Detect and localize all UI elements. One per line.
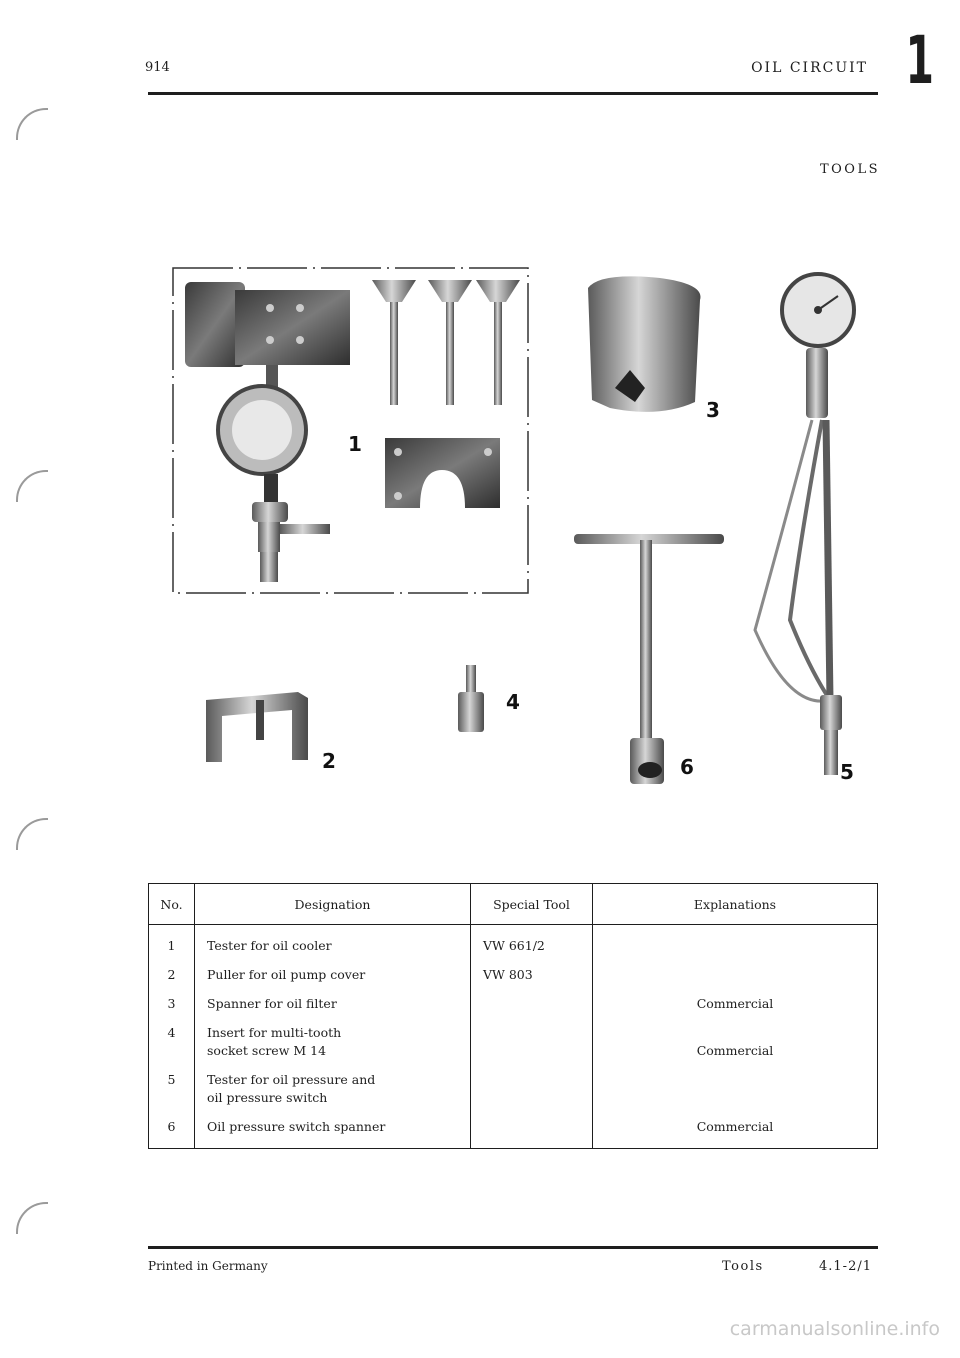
cell-special-tool: VW 661/2 bbox=[471, 925, 593, 957]
cell-no: 1 bbox=[149, 925, 195, 957]
watermark: carmanualsonline.info bbox=[729, 1318, 940, 1340]
header-no: No. bbox=[149, 884, 195, 925]
cell-designation: Tester for oil cooler bbox=[195, 925, 471, 957]
cell-special-tool bbox=[471, 1014, 593, 1061]
table-row bbox=[149, 1014, 878, 1061]
cell-designation: Oil pressure switch spanner bbox=[195, 1108, 471, 1149]
tools-photo bbox=[140, 240, 880, 800]
cell-designation: Spanner for oil filter bbox=[195, 985, 471, 1014]
callout-6: 6 bbox=[680, 755, 694, 779]
multi-tooth-insert bbox=[458, 665, 484, 732]
margin-mark bbox=[16, 470, 48, 502]
cell-explanation bbox=[593, 1061, 878, 1108]
cell-special-tool bbox=[471, 1061, 593, 1108]
cell-special-tool bbox=[471, 985, 593, 1014]
page-number: 4.1-2/1 bbox=[819, 1259, 872, 1274]
table-row bbox=[149, 956, 878, 985]
margin-mark bbox=[16, 818, 48, 850]
cell-designation: Insert for multi-tooth socket screw M 14 bbox=[195, 1014, 471, 1061]
table-row bbox=[149, 1108, 878, 1149]
callout-5: 5 bbox=[840, 760, 854, 784]
header-rule bbox=[148, 92, 878, 95]
chapter-number: 1 bbox=[905, 22, 934, 99]
cell-explanation bbox=[593, 925, 878, 957]
table-header-row bbox=[149, 884, 878, 925]
cell-no: 3 bbox=[149, 985, 195, 1014]
oil-pump-cover-puller bbox=[206, 692, 308, 762]
cell-no: 5 bbox=[149, 1061, 195, 1108]
cell-no: 2 bbox=[149, 956, 195, 985]
printed-in: Printed in Germany bbox=[148, 1259, 268, 1273]
cell-special-tool bbox=[471, 1108, 593, 1149]
table-row bbox=[149, 985, 878, 1014]
table-row bbox=[149, 925, 878, 957]
cell-designation: Puller for oil pump cover bbox=[195, 956, 471, 985]
oil-cooler-tester-kit bbox=[173, 268, 528, 593]
cell-explanation bbox=[593, 956, 878, 985]
header-special-tool: Special Tool bbox=[471, 884, 593, 925]
cell-no: 4 bbox=[149, 1014, 195, 1061]
callout-2: 2 bbox=[322, 749, 336, 773]
header-designation: Designation bbox=[195, 884, 471, 925]
cell-explanation: Commercial bbox=[593, 1014, 878, 1061]
cell-no: 6 bbox=[149, 1108, 195, 1149]
callout-4: 4 bbox=[506, 690, 520, 714]
table-row bbox=[149, 1061, 878, 1108]
page-title: OIL CIRCUIT bbox=[751, 60, 868, 76]
model-number: 914 bbox=[145, 60, 170, 75]
cell-designation: Tester for oil pressure and oil pressure switch bbox=[195, 1061, 471, 1108]
margin-mark bbox=[16, 108, 48, 140]
cell-special-tool: VW 803 bbox=[471, 956, 593, 985]
oil-filter-spanner bbox=[588, 276, 701, 411]
margin-mark bbox=[16, 1202, 48, 1234]
callout-1: 1 bbox=[348, 432, 362, 456]
callout-3: 3 bbox=[706, 398, 720, 422]
section-title: TOOLS bbox=[819, 162, 880, 177]
footer-topic: Tools bbox=[722, 1259, 764, 1274]
oil-pressure-switch-spanner bbox=[574, 534, 724, 784]
cell-explanation: Commercial bbox=[593, 985, 878, 1014]
header-explanations: Explanations bbox=[593, 884, 878, 925]
footer-rule bbox=[148, 1246, 878, 1249]
oil-pressure-tester bbox=[755, 274, 854, 775]
tools-table bbox=[148, 883, 878, 1149]
cell-explanation: Commercial bbox=[593, 1108, 878, 1149]
